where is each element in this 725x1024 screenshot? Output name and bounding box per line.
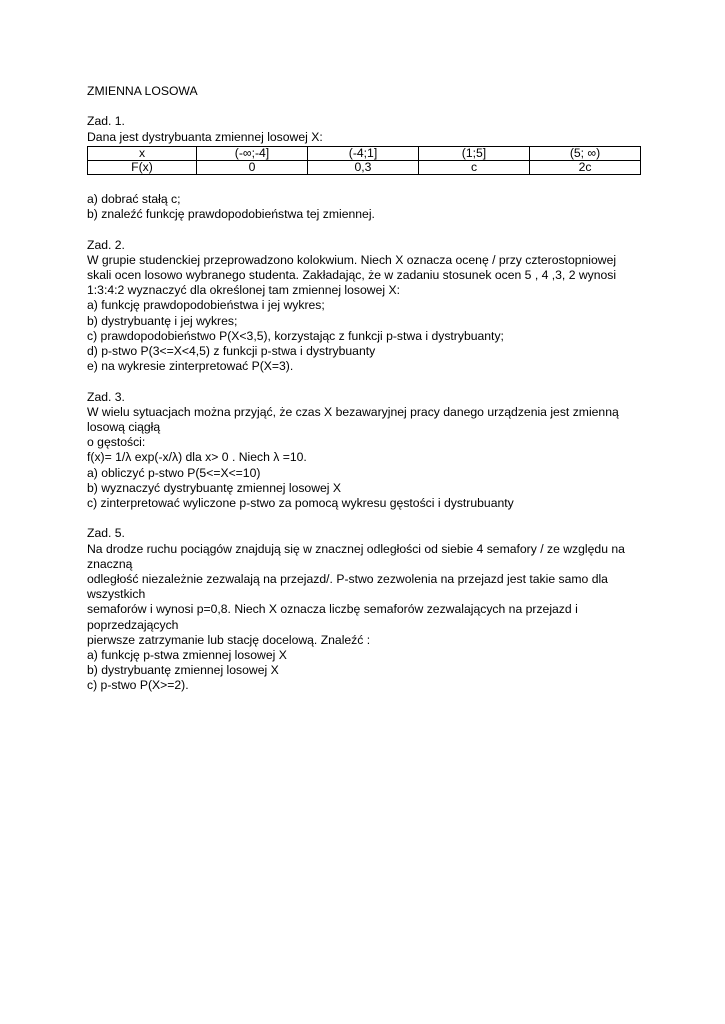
task-2-line: e) na wykresie zinterpretować P(X=3). (87, 359, 294, 374)
document-title: ZMIENNA LOSOWA (87, 84, 198, 98)
task-2-line: b) dystrybuantę i jej wykres; (87, 313, 238, 328)
spacer (87, 374, 647, 389)
spacer (87, 177, 647, 192)
task-5-line: poprzedzających (87, 617, 179, 632)
table-cell: (-4;1] (308, 146, 419, 160)
task-2-line: a) funkcję prawdopodobieństwa i jej wykres; (87, 298, 325, 313)
spacer (87, 99, 647, 114)
task-5-line: b) dystrybuantę zmiennej losowej X (87, 663, 279, 678)
task-3-line: W wielu sytuacjach można przyjąć, że czas X bezawaryjnej pracy danego urządzenia jest zmienną (87, 404, 619, 419)
task-5-line: c) p-stwo P(X>=2). (87, 678, 189, 693)
document-page (87, 84, 647, 694)
task-3-line: b) wyznaczyć dystrybuantę zmiennej losowej X (87, 480, 342, 495)
task-1-item: a) dobrać stałą c; (87, 191, 181, 206)
task-3-line: c) zinterpretować wyliczone p-stwo za pomocą wykresu gęstości i dystrubuanty (87, 496, 514, 511)
task-5-heading: Zad. 5. (87, 526, 125, 541)
task-3-line: f(x)= 1/λ exp(-x/λ) dla x> 0 . Niech λ =10. (87, 450, 307, 465)
task-1-heading: Zad. 1. (87, 114, 125, 129)
table-cell: (1;5] (419, 146, 530, 160)
task-3-heading: Zad. 3. (87, 389, 125, 404)
task-2-line: skali ocen losowo wybranego studenta. Zakładając, że w zadaniu stosunek ocen 5 , 4 ,3, 2 wynosi (87, 267, 617, 282)
distribution-table (87, 146, 641, 175)
table-cell: c (419, 160, 530, 174)
task-2-line: W grupie studenckiej przeprowadzono kolokwium. Niech X oznacza ocenę / przy czterostopniowej (87, 252, 617, 267)
task-5-line: wszystkich (87, 587, 146, 602)
task-2-line: c) prawdopodobieństwo P(X<3,5), korzystając z funkcji p-stwa i dystrybuanty; (87, 328, 504, 343)
task-5-line: pierwsze zatrzymanie lub stację docelową. Znaleźć : (87, 632, 371, 647)
task-3-line: a) obliczyć p-stwo P(5<=X<=10) (87, 465, 261, 480)
spacer (87, 222, 647, 237)
task-5-line: odległość niezależnie zezwalają na przejazd/. P-stwo zezwolenia na przejazd jest takie samo dla (87, 572, 608, 587)
table-cell: 2c (530, 160, 641, 174)
task-3-line: losową ciągłą (87, 420, 161, 434)
table-row-header (88, 146, 641, 160)
task-5-line: znaczną (87, 556, 133, 571)
table-cell: (5; ∞) (530, 146, 641, 160)
task-1-intro: Dana jest dystrybuanta zmiennej losowej X: (87, 129, 323, 144)
spacer (87, 511, 647, 526)
task-2-line: d) p-stwo P(3<=X<4,5) z funkcji p-stwa i dystrybuanty (87, 344, 376, 358)
task-5-line: semaforów i wynosi p=0,8. Niech X oznacza liczbę semaforów zezwalających na przejazd i (87, 602, 578, 617)
table-cell: (-∞;-4] (197, 146, 308, 160)
task-1-item: b) znaleźć funkcję prawdopodobieństwa tej zmiennej. (87, 207, 375, 222)
table-cell: 0 (197, 160, 308, 174)
table-cell: F(x) (88, 160, 197, 174)
task-2-heading: Zad. 2. (87, 237, 125, 252)
table-cell: x (88, 146, 197, 160)
task-5-line: a) funkcję p-stwa zmiennej losowej X (87, 648, 287, 663)
table-row-values (88, 160, 641, 174)
task-3-line: o gęstości: (87, 435, 146, 450)
table-cell: 0,3 (308, 160, 419, 174)
task-5-line: Na drodze ruchu pociągów znajdują się w znacznej odległości od siebie 4 semafory / ze względu na (87, 541, 625, 556)
task-2-line: 1:3:4:2 wyznaczyć dla określonej tam zmiennej losowej X: (87, 283, 400, 298)
